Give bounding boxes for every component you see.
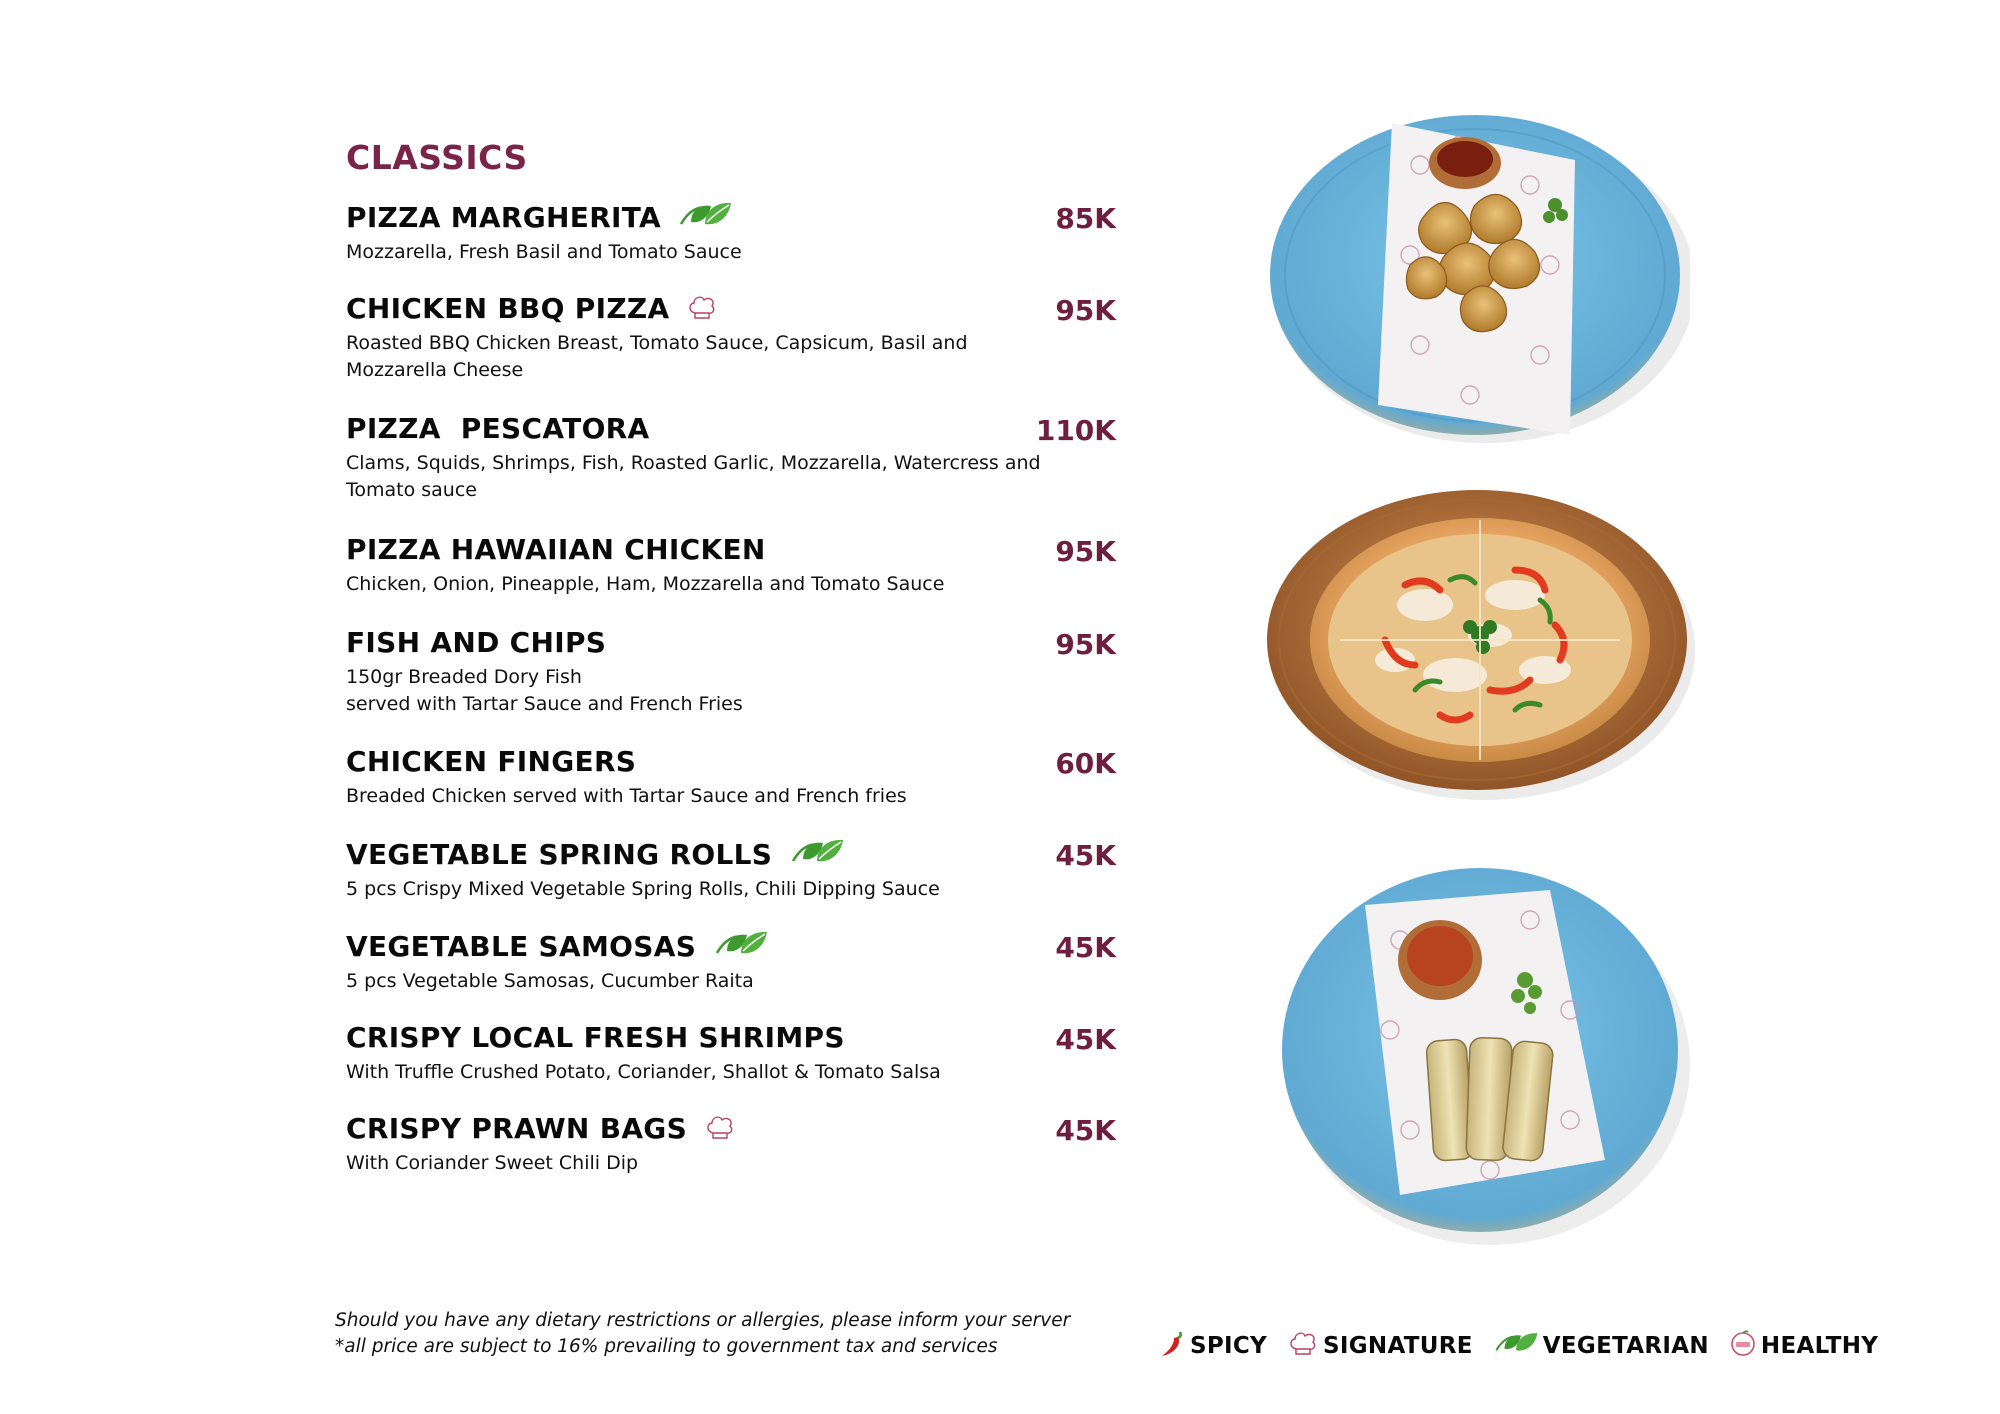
chef-hat-icon	[1287, 1329, 1319, 1362]
vegetarian-icon	[713, 929, 769, 964]
item-name: CRISPY PRAWN BAGS	[346, 1112, 688, 1145]
vegetarian-icon	[1493, 1330, 1539, 1361]
photo-prawn-bags	[1270, 105, 1690, 445]
legend-vegetarian	[1493, 1330, 1709, 1361]
item-price: 45K	[1055, 931, 1116, 964]
chef-hat-icon	[704, 1113, 736, 1146]
item-name: PIZZA MARGHERITA	[346, 200, 661, 234]
vegetarian-icon	[677, 200, 733, 235]
menu-item	[346, 292, 1116, 384]
photo-spring-rolls	[1280, 860, 1700, 1250]
item-description: With Truffle Crushed Potato, Coriander, Shallot & Tomato Salsa	[346, 1061, 941, 1083]
menu-item	[346, 837, 1116, 903]
item-price: 60K	[1055, 747, 1116, 780]
item-price: 45K	[1055, 1114, 1116, 1147]
legend-label: VEGETARIAN	[1542, 1332, 1709, 1359]
menu-item	[346, 412, 1116, 504]
chili-icon	[1160, 1328, 1186, 1363]
item-description: Roasted BBQ Chicken Breast, Tomato Sauce, Capsicum, Basil and Mozzarella Cheese	[346, 332, 968, 381]
item-price: 110K	[1035, 414, 1116, 447]
photo-column	[1260, 100, 1720, 1250]
item-name: VEGETABLE SAMOSAS	[346, 929, 697, 963]
menu-item	[346, 1112, 1116, 1177]
item-description: Mozzarella, Fresh Basil and Tomato Sauce	[346, 241, 742, 263]
legend-label: HEALTHY	[1760, 1332, 1879, 1359]
healthy-icon	[1729, 1329, 1757, 1362]
item-price: 45K	[1055, 1023, 1116, 1056]
vegetarian-icon	[789, 837, 845, 872]
legend-signature	[1287, 1329, 1473, 1362]
tax-notice: *all price are subject to 16% prevailing to government tax and services	[335, 1336, 998, 1357]
item-name: CHICKEN BBQ PIZZA	[346, 292, 670, 325]
item-price: 95K	[1055, 294, 1116, 327]
item-name: FISH AND CHIPS	[346, 626, 607, 659]
item-price: 85K	[1055, 202, 1116, 235]
section-title: CLASSICS	[346, 138, 528, 177]
legend-label: SIGNATURE	[1323, 1332, 1473, 1359]
item-name: CHICKEN FINGERS	[346, 745, 637, 778]
item-description: With Coriander Sweet Chili Dip	[346, 1152, 639, 1174]
chef-hat-icon	[686, 293, 718, 326]
item-price: 95K	[1055, 535, 1116, 568]
item-description: 150gr Breaded Dory Fish served with Tartar Sauce and French Fries	[346, 666, 743, 715]
item-name: VEGETABLE SPRING ROLLS	[346, 837, 773, 871]
item-price: 95K	[1055, 628, 1116, 661]
item-name: PIZZA PESCATORA	[346, 412, 650, 445]
menu-item	[346, 626, 1116, 718]
menu-item	[346, 929, 1116, 995]
dietary-notice: Should you have any dietary restrictions or allergies, please inform your server	[335, 1310, 1071, 1331]
legend-healthy	[1729, 1329, 1878, 1362]
footer-note	[335, 1308, 1070, 1360]
photo-pizza	[1265, 475, 1695, 805]
item-description: Clams, Squids, Shrimps, Fish, Roasted Garlic, Mozzarella, Watercress and Tomato sauce	[346, 452, 1041, 501]
item-description: 5 pcs Crispy Mixed Vegetable Spring Rolls, Chili Dipping Sauce	[346, 878, 940, 900]
legend	[1160, 1328, 1892, 1363]
menu-item	[346, 533, 1116, 598]
menu-item	[346, 745, 1116, 810]
item-description: Breaded Chicken served with Tartar Sauce and French fries	[346, 785, 907, 807]
item-description: 5 pcs Vegetable Samosas, Cucumber Raita	[346, 970, 754, 992]
item-name: CRISPY LOCAL FRESH SHRIMPS	[346, 1021, 845, 1054]
menu-item	[346, 200, 1116, 266]
item-description: Chicken, Onion, Pineapple, Ham, Mozzarella and Tomato Sauce	[346, 573, 945, 595]
item-name: PIZZA HAWAIIAN CHICKEN	[346, 533, 766, 566]
menu-item	[346, 1021, 1116, 1086]
legend-label: SPICY	[1190, 1332, 1268, 1359]
item-price: 45K	[1055, 839, 1116, 872]
legend-spicy	[1160, 1328, 1267, 1363]
